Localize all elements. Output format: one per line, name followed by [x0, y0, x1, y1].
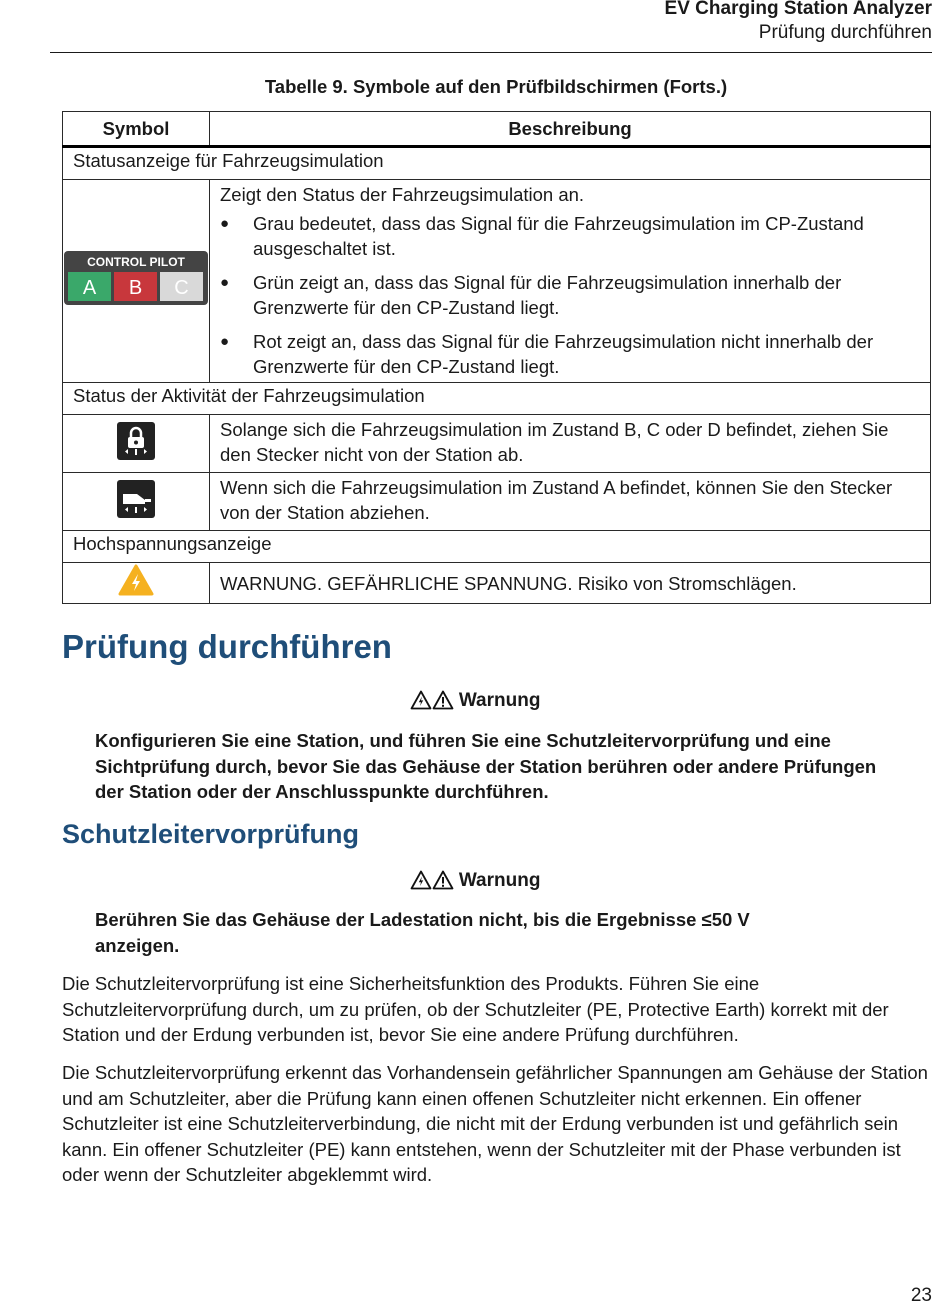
- symbol-table: [62, 111, 931, 604]
- section-row: [63, 383, 931, 415]
- section-heading-schutzleiter: Schutzleitervorprüfung: [62, 819, 360, 849]
- table-row: [63, 180, 931, 383]
- column-header-symbol: Symbol: [63, 112, 210, 147]
- warning-triangle-icon: [410, 870, 432, 890]
- unlocked-plug-icon: [117, 480, 155, 518]
- warning-text: Konfigurieren Sie eine Station, und führen Sie eine Schutzleitervorprüfung und eine Sichtprüfung durch, bevor Sie das Gehäuse der Station berühren oder andere Prüfungen der Station oder der Anschlusspunkte durchführen.: [95, 730, 877, 802]
- bullet-item: ● Grau bedeutet, dass das Signal für die Fahrzeugsimulation im CP-Zustand ausgeschaltet ist.: [220, 211, 920, 261]
- section-title: Statusanzeige für Fahrzeugsimulation: [63, 147, 931, 180]
- section-title: Hochspannungsanzeige: [63, 531, 931, 563]
- body-paragraph: Die Schutzleitervorprüfung erkennt das Vorhandensein gefährlicher Spannungen am Gehäuse der Station und am Schutzleiter, aber die Prüfung kann einen offenen Schutzleiter nicht erkennen. Ein offener Schutzleiter ist eine Schutzleiterverbindung, die nicht mit der Erdung verbunden ist und gefährlich sein kann. Ein offener Schutzleiter (PE) kann entstehen, wenn der Schutzleiter mit der Phase verbunden ist oder wenn der Schutzleiter abgeklemmt wird.: [62, 1062, 928, 1185]
- section-row: [63, 147, 931, 180]
- symbol-cell: [63, 563, 210, 604]
- description-cell: [210, 180, 931, 383]
- table-row: [63, 473, 931, 531]
- control-pilot-icon: [63, 250, 209, 306]
- header-title: EV Charging Station Analyzer: [664, 0, 932, 19]
- table-caption: Tabelle 9. Symbole auf den Prüfbildschirmen (Forts.): [264, 76, 728, 97]
- column-header-description: Beschreibung: [210, 112, 931, 147]
- section-title: Status der Aktivität der Fahrzeugsimulation: [63, 383, 931, 415]
- symbol-cell: [63, 180, 210, 383]
- warning-text: Berühren Sie das Gehäuse der Ladestation nicht, bis die Ergebnisse ≤50 V anzeigen.: [95, 909, 750, 956]
- table-header-row: [63, 112, 931, 147]
- description-bullets: [220, 211, 920, 379]
- warning-label: Warnung: [458, 690, 541, 711]
- locked-plug-icon: [117, 422, 155, 460]
- description-cell: Solange sich die Fahrzeugsimulation im Zustand B, C oder D befindet, ziehen Sie den Stecker nicht von der Station ab.: [210, 415, 931, 473]
- section-row: [63, 531, 931, 563]
- warning-triangle-icon: [410, 690, 432, 710]
- header-rule: [50, 52, 932, 53]
- warning-header: [0, 870, 950, 892]
- body-paragraph: Die Schutzleitervorprüfung ist eine Sicherheitsfunktion des Produkts. Führen Sie eine Schutzleitervorprüfung durch, um zu prüfen, ob der Schutzleiter (PE, Protective Earth) korrekt mit der Station und der Erdung verbunden ist, bevor Sie eine andere Prüfung durchführen.: [62, 973, 889, 1045]
- caution-triangle-icon: [432, 690, 454, 710]
- header-subtitle: Prüfung durchführen: [758, 22, 932, 43]
- symbol-cell: [63, 415, 210, 473]
- warning-label: Warnung: [458, 870, 541, 891]
- caution-triangle-icon: [432, 870, 454, 890]
- section-heading-pruefung: Prüfung durchführen: [62, 628, 392, 665]
- table-row: [63, 415, 931, 473]
- description-cell: WARNUNG. GEFÄHRLICHE SPANNUNG. Risiko von Stromschlägen.: [210, 563, 931, 604]
- svg-text:A: A: [82, 277, 97, 299]
- high-voltage-warning-icon: [118, 564, 154, 596]
- symbol-cell: [63, 473, 210, 531]
- page-number: 23: [910, 1285, 932, 1306]
- warning-header: [0, 690, 950, 712]
- bullet-item: ● Rot zeigt an, dass das Signal für die Fahrzeugsimulation nicht innerhalb der Grenzwerte für den CP-Zustand liegt.: [220, 329, 920, 379]
- bullet-item: ● Grün zeigt an, dass das Signal für die Fahrzeugsimulation innerhalb der Grenzwerte für den CP-Zustand liegt.: [220, 270, 920, 320]
- svg-text:B: B: [128, 277, 143, 299]
- svg-text:CONTROL PILOT: CONTROL PILOT: [87, 255, 185, 269]
- svg-text:C: C: [174, 277, 189, 299]
- description-cell: Wenn sich die Fahrzeugsimulation im Zustand A befindet, können Sie den Stecker von der Station abziehen.: [210, 473, 931, 531]
- table-row: [63, 563, 931, 604]
- description-intro: Zeigt den Status der Fahrzeugsimulation an.: [220, 184, 585, 205]
